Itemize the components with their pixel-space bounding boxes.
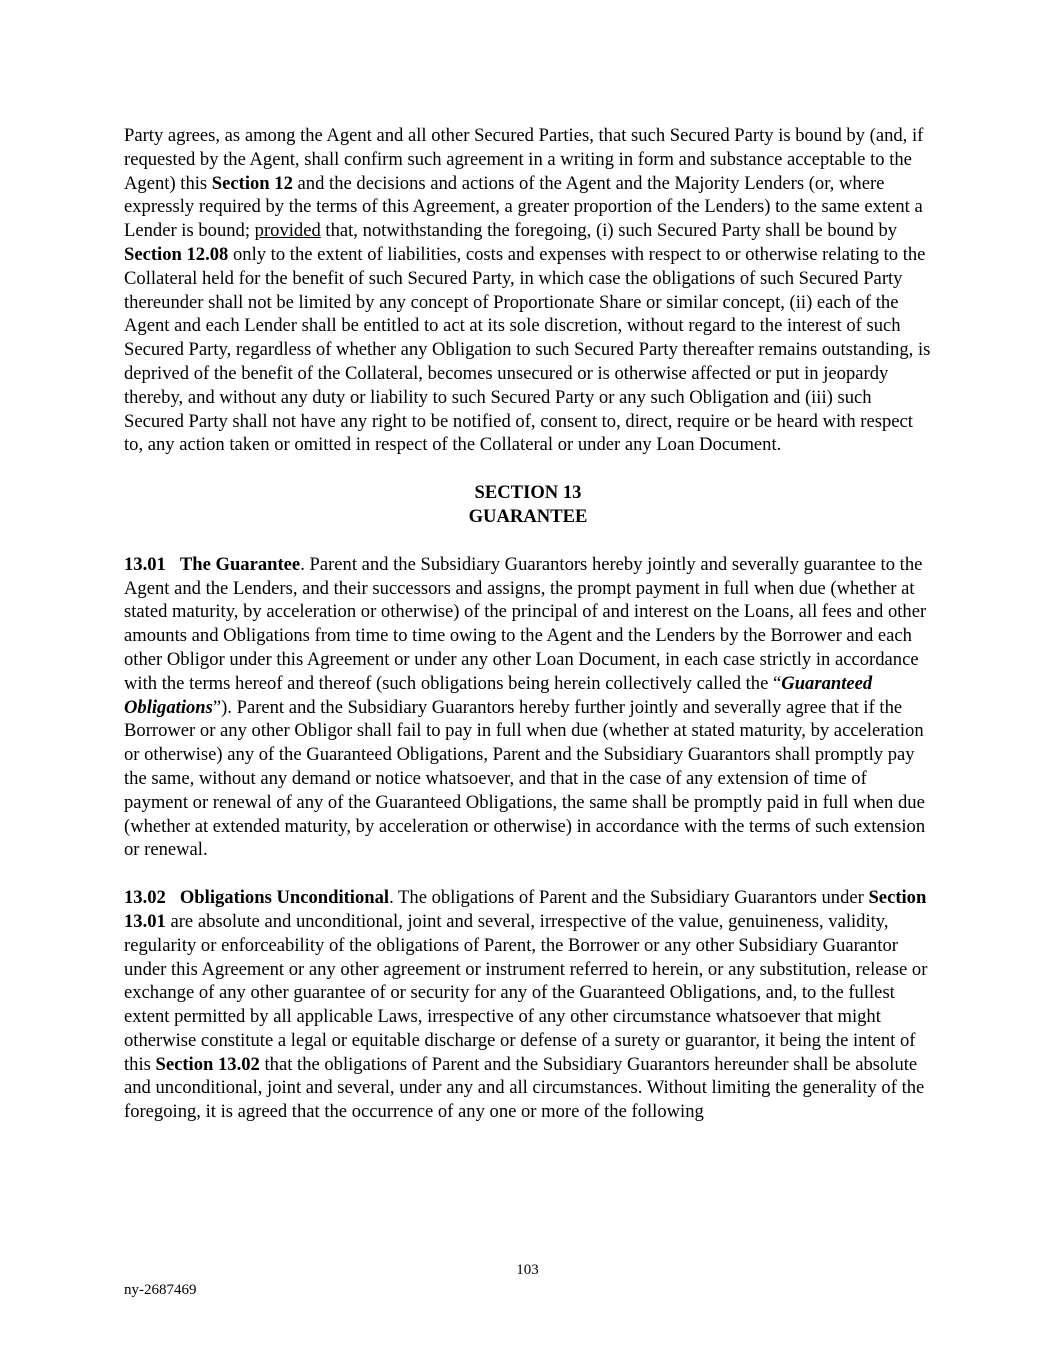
section-ref: Section 13.02: [155, 1053, 260, 1075]
clause-title: Obligations Unconditional: [179, 887, 390, 909]
section-number-heading: SECTION 13: [474, 482, 582, 504]
clause-number: 13.01: [124, 553, 166, 575]
document-page: [124, 124, 932, 1148]
paragraph-13-01: 13.01 The Guarantee. Parent and the Subsidiary Guarantors hereby jointly and severally guarantee to the Agent and the Lenders, and their successors and assigns, the prompt payment in full when due (whether at stated maturity, by acceleration or otherwise) of the principal of and interest on the Loans, all fees and other amounts and Obligations from time to time owing to the Agent and the Lenders by the Borrower and each other Obligor under this Agreement or under any other Loan Document, in each case strictly in accordance with the terms hereof and thereof (such obligations being herein collectively called the “Guaranteed Obligations”). Parent and the Subsidiary Guarantors hereby further jointly and severally agree that if the Borrower or any other Obligor shall fail to pay in full when due (whether at stated maturity, by acceleration or otherwise) any of the Guaranteed Obligations, Parent and the Subsidiary Guarantors shall promptly pay the same, without any demand or notice whatsoever, and that in the case of any extension of time of payment or renewal of any of the Guaranteed Obligations, the same shall be promptly paid in full when due (whether at extended maturity, by acceleration or otherwise) in accordance with the terms of such extension or renewal.: [124, 553, 927, 861]
section-heading: [124, 481, 932, 529]
page-number: 103: [516, 1262, 539, 1278]
section-ref: Section 13.01: [124, 887, 927, 932]
document-id: ny-2687469: [124, 1282, 197, 1298]
section-ref: Section 12: [211, 172, 293, 194]
clause-title: The Guarantee: [179, 553, 301, 575]
section-title-heading: GUARANTEE: [468, 505, 588, 527]
paragraph-13-02: 13.02 Obligations Unconditional. The obligations of Parent and the Subsidiary Guarantors under Section 13.01 are absolute and unconditional, joint and several, irrespective of the value, genuineness, validity, regularity or enforceability of the obligations of Parent, the Borrower or any other Subsidiary Guarantor under this Agreement or any other agreement or instrument referred to herein, or any substitution, release or exchange of any other guarantee of or security for any of the Guaranteed Obligations, and, to the fullest extent permitted by all applicable Laws, irrespective of any other circumstance whatsoever that might otherwise constitute a legal or equitable discharge or defense of a surety or guarantor, it being the intent of this Section 13.02 that the obligations of Parent and the Subsidiary Guarantors hereunder shall be absolute and unconditional, joint and several, under any and all circumstances. Without limiting the generality of the foregoing, it is agreed that the occurrence of any one or more of the following: [124, 887, 928, 1123]
paragraph-secured-party: Party agrees, as among the Agent and all other Secured Parties, that such Secured Party is bound by (and, if requested by the Agent, shall confirm such agreement in a writing in form and substance acceptable to the Agent) this Section 12 and the decisions and actions of the Agent and the Majority Lenders (or, where expressly required by the terms of this Agreement, a greater proportion of the Lenders) to the same extent a Lender is bound; provided that, notwithstanding the foregoing, (i) such Secured Party shall be bound by Section 12.08 only to the extent of liabilities, costs and expenses with respect to or otherwise relating to the Collateral held for the benefit of such Secured Party, in which case the obligations of such Secured Party thereunder shall not be limited by any concept of Proportionate Share or similar concept, (ii) each of the Agent and each Lender shall be entitled to act at its sole discretion, without regard to the interest of such Secured Party, regardless of whether any Obligation to such Secured Party thereafter remains outstanding, is deprived of the benefit of the Collateral, becomes unsecured or is otherwise affected or put in jeopardy thereby, and without any duty or liability to such Secured Party or any such Obligation and (iii) such Secured Party shall not have any right to be notified of, consent to, direct, require or be heard with respect to, any action taken or omitted in respect of the Collateral or under any Loan Document.: [124, 125, 931, 456]
provided-term: provided: [254, 220, 321, 242]
defined-term: Guaranteed Obligations: [124, 672, 873, 718]
section-ref: Section 12.08: [124, 243, 229, 265]
clause-number: 13.02: [124, 887, 166, 909]
